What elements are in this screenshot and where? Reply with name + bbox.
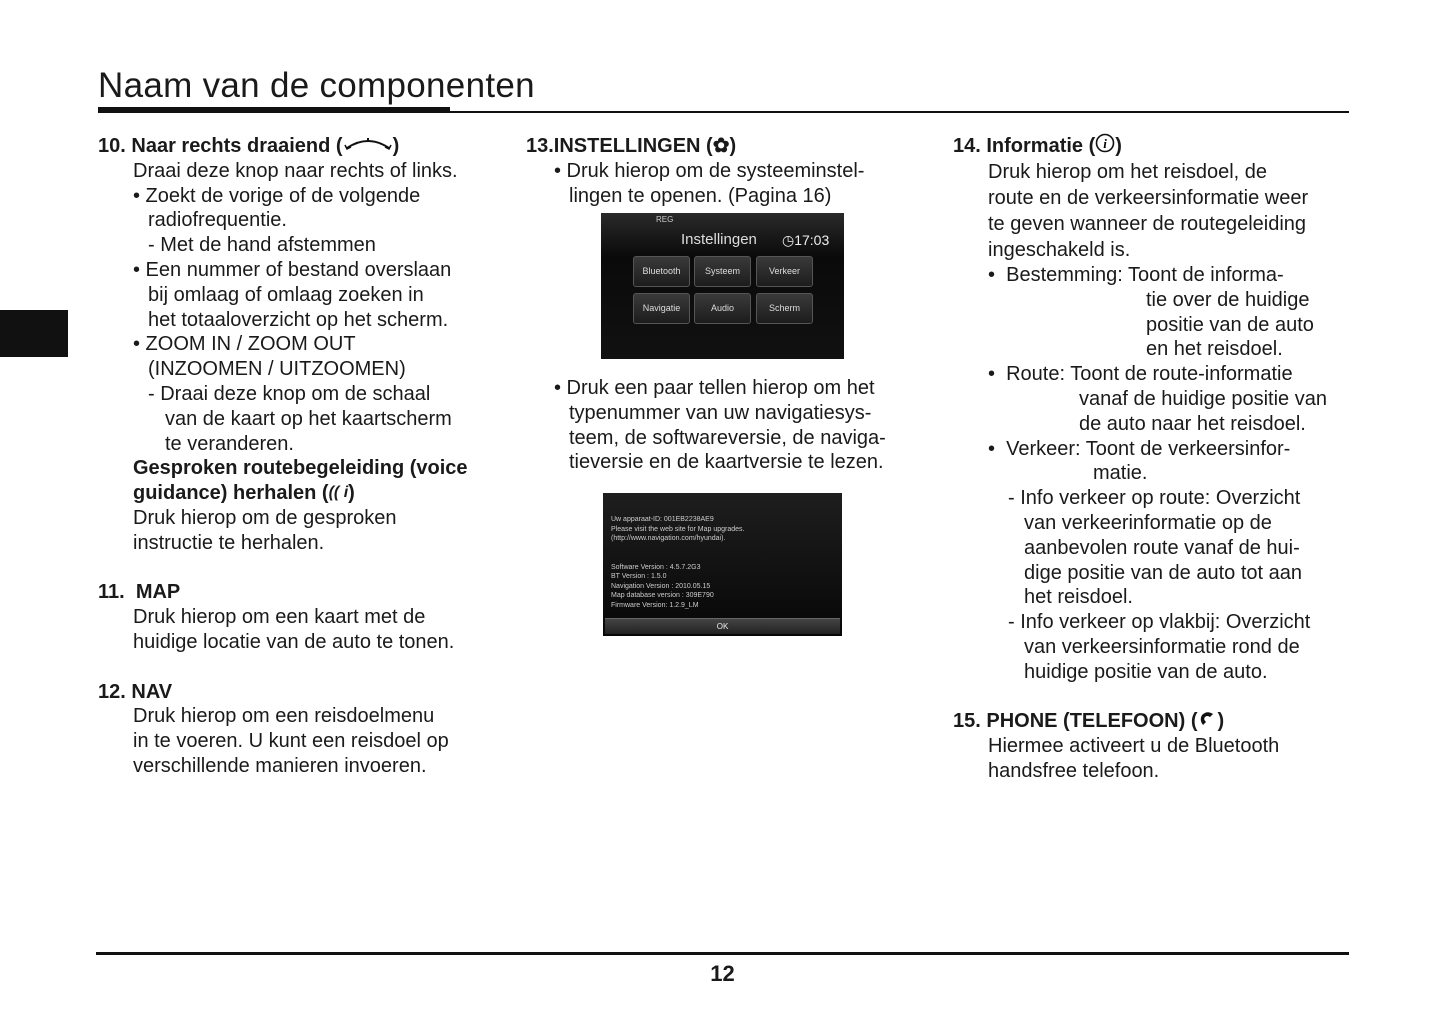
paren: ) xyxy=(729,135,737,157)
text-line: te veranderen. xyxy=(165,432,294,455)
text-line: positie van de auto xyxy=(1146,313,1314,336)
route-line: • Route: Toont de route-informatie xyxy=(988,363,1293,386)
footer-rule xyxy=(96,952,1349,955)
text-line: Druk hierop om het reisdoel, de xyxy=(988,161,1268,183)
svg-text:i: i xyxy=(1103,136,1108,152)
gear-icon: ✿ xyxy=(712,135,730,158)
voice-heading-2 xyxy=(98,481,498,506)
text-line: ingeschakeld is. xyxy=(988,239,1131,261)
text-line: teem, de softwareversie, de naviga- xyxy=(569,426,886,449)
page-title: Naam van de componenten xyxy=(98,66,535,105)
text-line: vanaf de huidige positie van xyxy=(1079,387,1327,410)
section-title: NAV xyxy=(131,680,173,703)
bullet-line: • Druk een paar tellen hierop om het xyxy=(554,377,875,399)
section-title: Informatie ( xyxy=(986,135,1096,157)
column-3 xyxy=(953,133,1353,784)
settings-audio-button: Audio xyxy=(694,293,751,324)
settings-systeem-button: Systeem xyxy=(694,256,751,287)
settings-verkeer-button: Verkeer xyxy=(756,256,813,287)
text-line: instructie te herhalen. xyxy=(133,531,325,554)
text-line: van verkeerinformatie op de xyxy=(1024,511,1272,534)
text-line: huidige positie van de auto. xyxy=(1024,660,1268,683)
chapter-tab xyxy=(0,310,68,357)
voice-heading: Gesproken routebegeleiding (voice xyxy=(133,457,468,480)
section-number: 12. xyxy=(98,680,126,703)
paren: ) xyxy=(1217,710,1225,733)
clock-icon: ◷ xyxy=(782,232,795,248)
voice-heading-text: guidance) herhalen ( xyxy=(133,482,329,505)
phone-icon xyxy=(1197,710,1217,735)
section-10-heading xyxy=(98,134,498,159)
bullet-line: • ZOOM IN / ZOOM OUT xyxy=(133,333,356,356)
section-13-heading xyxy=(526,134,916,159)
text-line: Druk hierop om de gesproken xyxy=(133,506,397,529)
text-line: dige positie van de auto tot aan xyxy=(1024,561,1302,584)
settings-bluetooth-button: Bluetooth xyxy=(633,256,690,287)
settings-navigatie-button: Navigatie xyxy=(633,293,690,324)
text-line: huidige locatie van de auto te tonen. xyxy=(133,630,455,653)
text-line: typenummer van uw navigatiesys- xyxy=(569,401,872,424)
text-line: de auto naar het reisdoel. xyxy=(1079,412,1306,435)
settings-screenshot xyxy=(601,213,844,359)
section-15-heading xyxy=(953,709,1353,734)
text-line: (INZOOMEN / UITZOOMEN) xyxy=(148,358,406,381)
text-line: van verkeersinformatie rond de xyxy=(1024,635,1300,658)
section-12-heading xyxy=(98,680,498,705)
clock xyxy=(782,232,829,249)
text-line: tie over de huidige xyxy=(1146,288,1310,311)
paren: ) xyxy=(1115,135,1122,157)
text-line: aanbevolen route vanaf de hui- xyxy=(1024,536,1300,559)
settings-scherm-button: Scherm xyxy=(756,293,813,324)
text-line: en het reisdoel. xyxy=(1146,338,1283,361)
section-title: 13.INSTELLINGEN ( xyxy=(526,135,713,157)
rotate-knob-icon xyxy=(343,134,393,159)
sub-item-line: - Info verkeer op vlakbij: Overzicht xyxy=(1008,611,1311,634)
text-line: route en de verkeersinformatie weer xyxy=(988,187,1309,209)
text-line: handsfree telefoon. xyxy=(988,759,1160,782)
section-14-heading xyxy=(953,133,1353,159)
bullet-line: • Druk hierop om de systeeminstel- xyxy=(554,159,865,182)
bestemming-line: • Bestemming: Toont de informa- xyxy=(988,264,1284,286)
text-line: te geven wanneer de routegeleiding xyxy=(988,213,1307,235)
text-line: in te voeren. U kunt een reisdoel op xyxy=(133,730,449,753)
text-line: Draai deze knop naar rechts of links. xyxy=(133,159,458,182)
text-line: het reisdoel. xyxy=(1024,586,1133,609)
section-11-heading xyxy=(98,580,498,605)
sub-item-line: - Info verkeer op route: Overzicht xyxy=(1008,487,1301,510)
column-2 xyxy=(526,134,916,208)
header-rule xyxy=(98,111,1349,113)
text-line: lingen te openen. (Pagina 16) xyxy=(569,184,832,207)
section-number: 14. xyxy=(953,135,981,157)
text-line: het totaaloverzicht op het scherm. xyxy=(148,308,449,331)
clock-time: 17:03 xyxy=(794,232,830,248)
section-number: 11. xyxy=(98,581,125,604)
version-info-text: Uw apparaat-ID: 001EB2238AE9 Please visit the web site for Map upgrades. (http://www.navigation.com/hyundai). Software Version : 4.5.7.2G3 BT Version : 1.5.0 Navigation Version : 2010.05.15 Map database version : 309E790 Firmware Version: 1.2.9_LM xyxy=(611,516,745,609)
status-label: REG xyxy=(656,215,674,224)
version-info-screenshot xyxy=(603,493,842,636)
text-line: Druk hierop om een kaart met de xyxy=(133,606,426,629)
text-line: matie. xyxy=(1093,462,1148,485)
text-line: tieversie en de kaartversie te lezen. xyxy=(569,451,884,474)
ok-button: OK xyxy=(605,618,840,634)
section-title: Naar rechts draaiend ( xyxy=(131,135,343,157)
text-line: bij omlaag of omlaag zoeken in xyxy=(148,283,424,306)
bullet-line: • Een nummer of bestand overslaan xyxy=(133,258,452,281)
section-number: 10. xyxy=(98,135,126,157)
text-line: Hiermee activeert u de Bluetooth xyxy=(988,735,1280,758)
voice-repeat-icon: (( i xyxy=(328,484,349,502)
sub-item-line: - Met de hand afstemmen xyxy=(148,234,376,257)
text-line: Druk hierop om een reisdoelmenu xyxy=(133,705,435,728)
section-number: 15. xyxy=(953,710,981,733)
sub-item-line: - Draai deze knop om de schaal xyxy=(148,382,431,405)
verkeer-line: • Verkeer: Toont de verkeersinfor- xyxy=(988,437,1291,460)
paren: ) xyxy=(348,482,355,505)
text-line: van de kaart op het kaartscherm xyxy=(165,407,452,430)
paren: ) xyxy=(392,135,400,157)
info-icon xyxy=(1095,133,1115,160)
text-line: verschillende manieren invoeren. xyxy=(133,754,427,777)
text-line: radiofrequentie. xyxy=(148,209,287,232)
screen-title: Instellingen xyxy=(681,231,757,248)
column-2-lower xyxy=(526,376,916,475)
section-title: MAP xyxy=(135,581,181,604)
page-number: 12 xyxy=(710,961,735,986)
bullet-line: • Zoekt de vorige of de volgende xyxy=(133,184,421,207)
column-1 xyxy=(98,134,498,779)
section-title: PHONE (TELEFOON) ( xyxy=(986,710,1198,733)
